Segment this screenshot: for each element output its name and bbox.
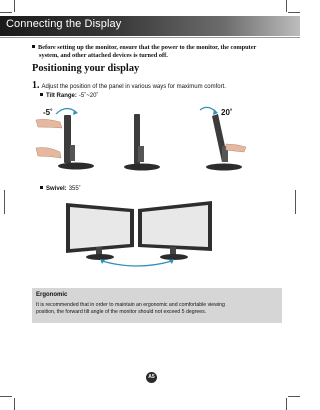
- ergonomic-title: Ergonomic: [36, 292, 68, 298]
- monitor-side-illustration: [124, 114, 160, 171]
- note-line-1: Before setting up the monitor, ensure that the power to the monitor, the computer: [38, 44, 257, 51]
- step-1: [32, 80, 226, 91]
- page-header: [0, 0, 300, 40]
- monitor-swivel-left: [66, 203, 134, 260]
- crop-mark: [14, 398, 15, 410]
- ergonomic-line-2: position, the forward tilt angle of the monitor should not exceed 5 degrees.: [36, 309, 207, 315]
- page-title: Connecting the Display: [6, 18, 122, 30]
- step-number: 1.: [32, 80, 40, 91]
- section-title: Positioning your display: [32, 63, 140, 74]
- crop-mark: [295, 190, 296, 214]
- tilt-angle-forward: -5˚: [43, 108, 53, 117]
- ergonomic-line-1: It is recommended that in order to maintain an ergonomic and comfortable viewing: [36, 302, 225, 308]
- tilt-angle-back: 20˚: [221, 108, 233, 117]
- note-line-2: system, and other attached devices is turned off.: [39, 52, 168, 60]
- ergonomic-box: [32, 288, 282, 323]
- tilt-value: -5˚~20˚: [78, 93, 99, 99]
- crop-mark: [4, 190, 5, 214]
- swivel-range: [40, 186, 81, 192]
- page-number-badge: A5: [146, 372, 157, 383]
- bullet-icon: [40, 186, 43, 189]
- step-text: Adjust the position of the panel in various ways for maximum comfort.: [41, 84, 226, 90]
- swivel-illustration: [62, 195, 222, 270]
- crop-mark: [286, 398, 287, 410]
- crop-mark: [288, 396, 300, 397]
- bullet-icon: [32, 45, 35, 48]
- header-divider: [0, 37, 300, 38]
- monitor-tilt-forward-illustration: [36, 108, 94, 169]
- crop-mark: [0, 396, 12, 397]
- ergonomic-text: [36, 302, 278, 316]
- monitor-swivel-right: [138, 201, 212, 260]
- bullet-icon: [40, 93, 43, 96]
- tilt-range: [40, 93, 98, 99]
- safety-note: [32, 44, 282, 61]
- swivel-label: Swivel:: [46, 186, 67, 192]
- tilt-label: Tilt Range:: [46, 93, 77, 99]
- swivel-value: 355˚: [68, 186, 81, 192]
